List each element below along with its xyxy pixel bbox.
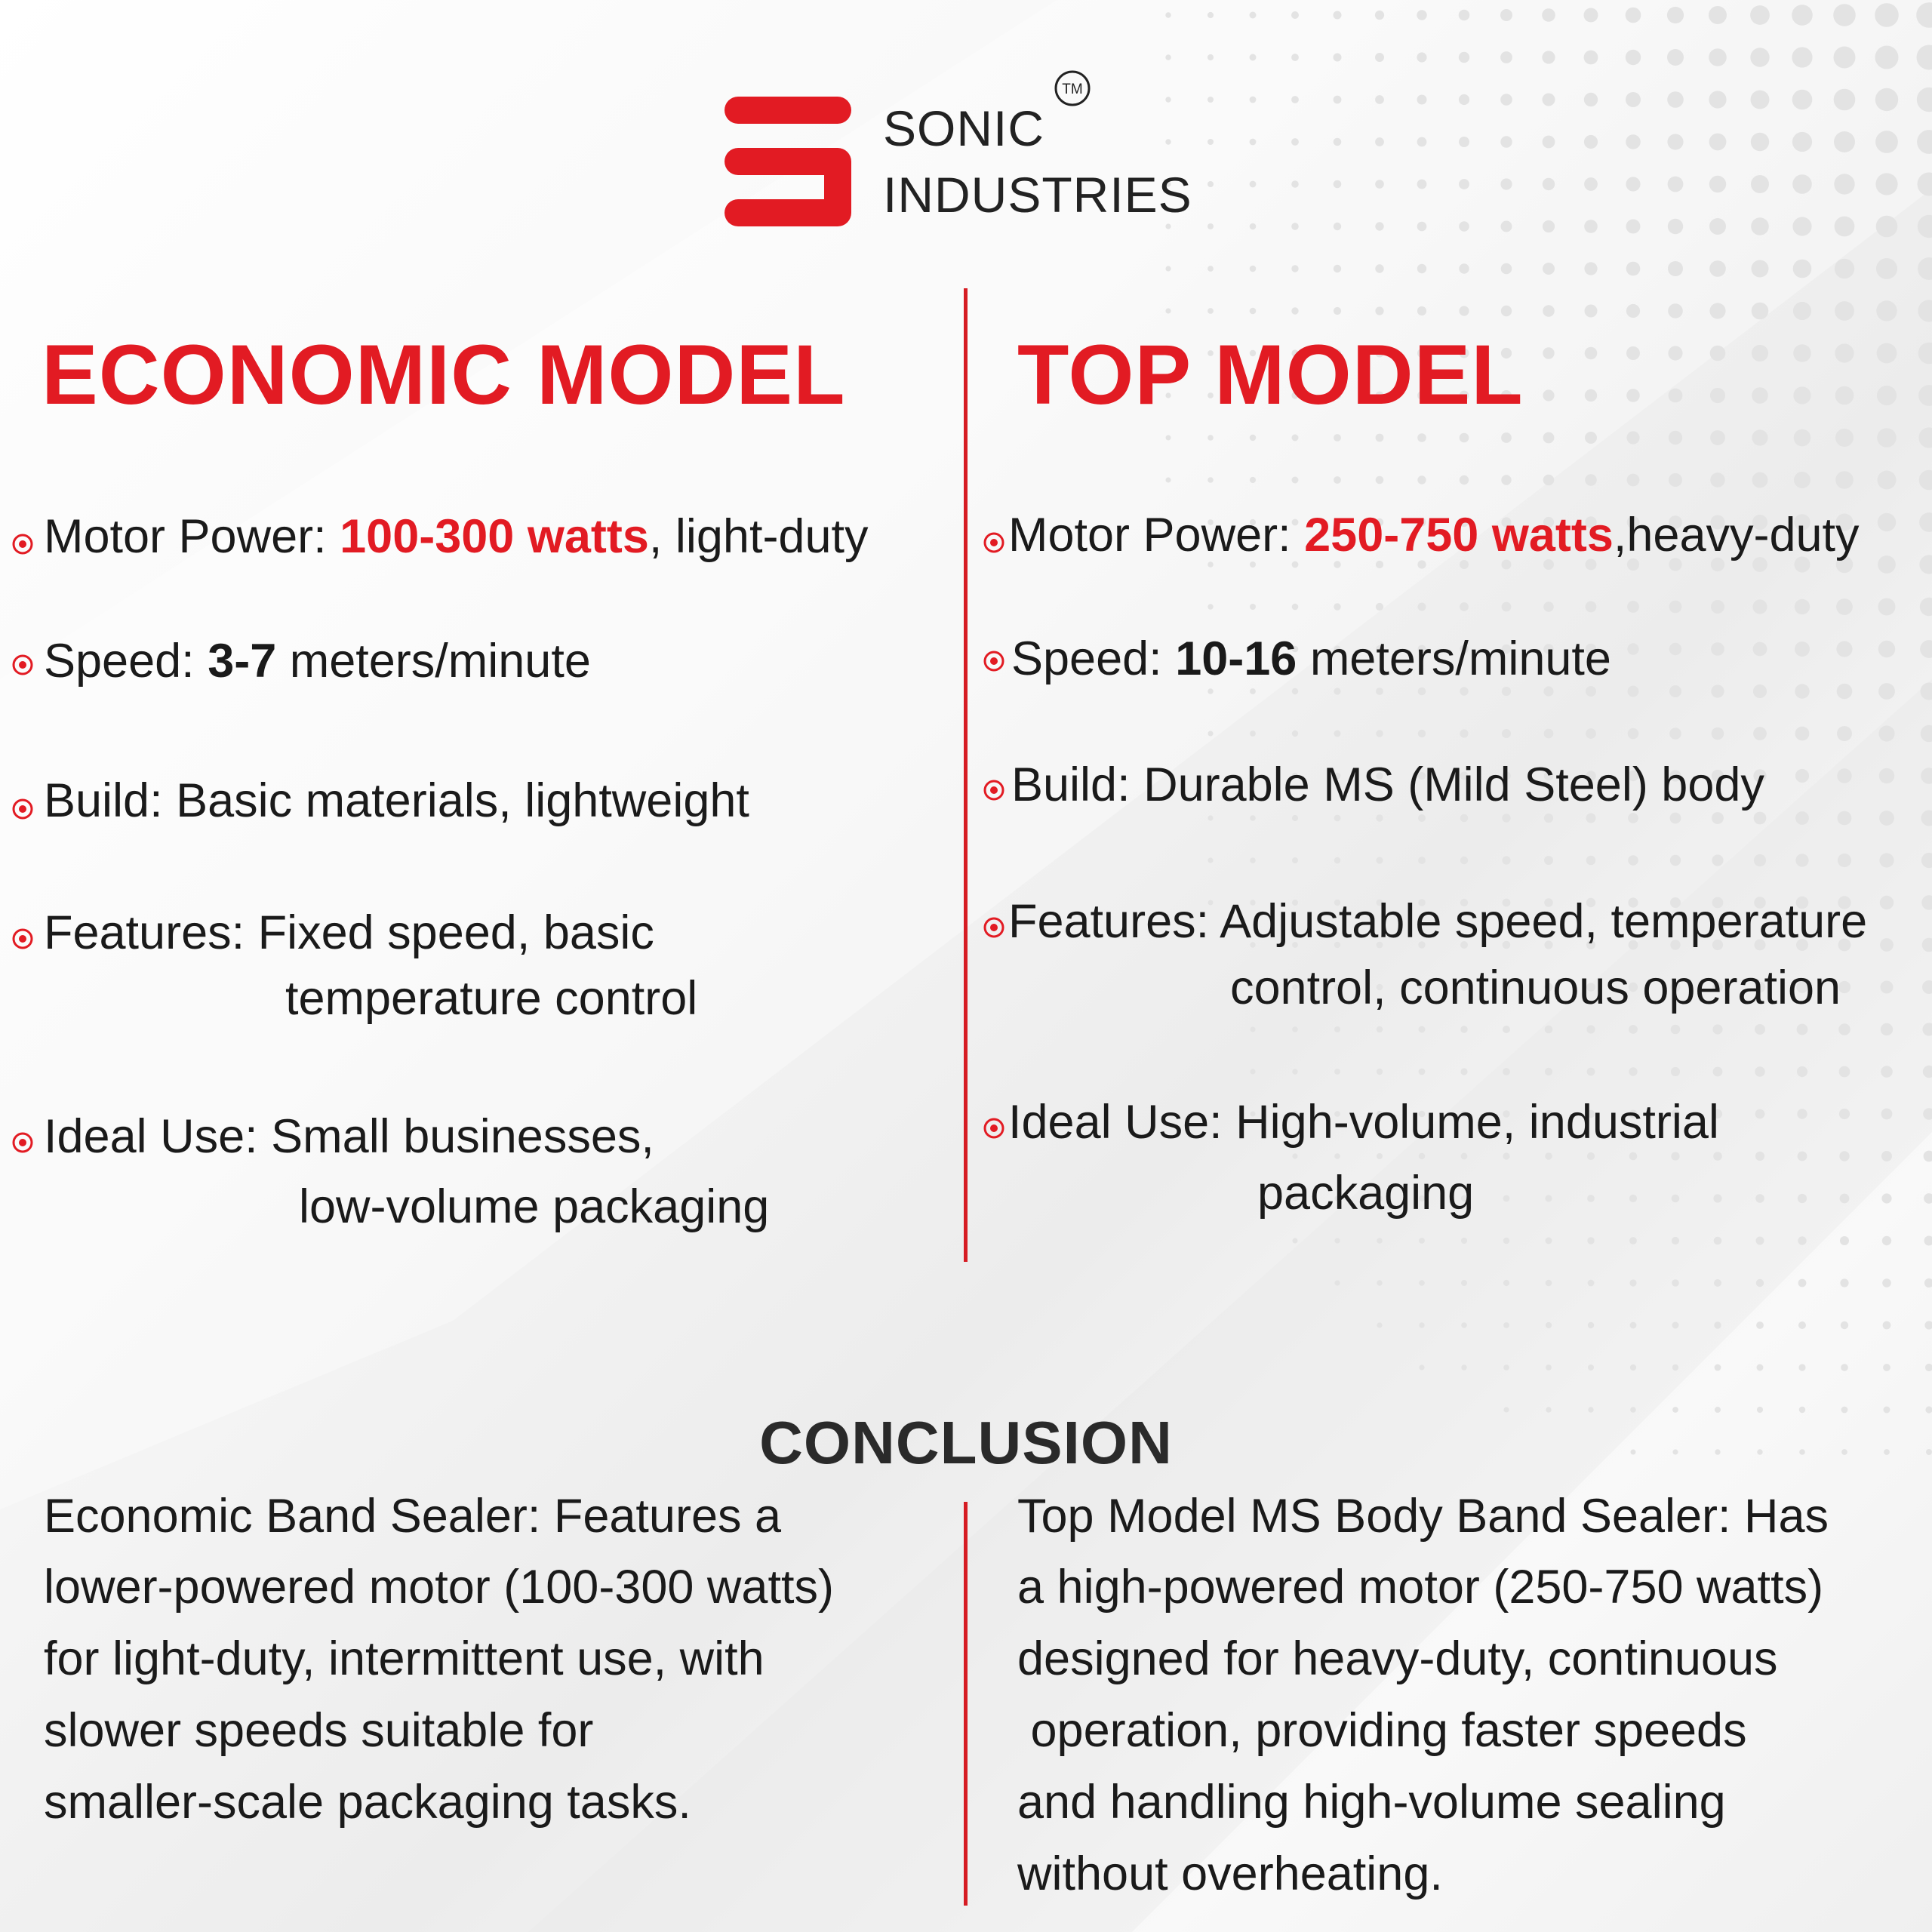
conclusion-left-line: Economic Band Sealer: Features a [44, 1490, 782, 1543]
motor-power-value: 250-750 watts [1304, 509, 1614, 561]
conclusion-right-line: without overheating. [1017, 1847, 1443, 1900]
speed-label: Speed: [44, 635, 208, 688]
conclusion-title: CONCLUSION [759, 1409, 1173, 1476]
trademark-label: TM [1062, 82, 1083, 97]
top-features: Features: Adjustable speed, temperature [1008, 895, 1868, 948]
economic-model-heading: ECONOMIC MODEL [42, 328, 846, 422]
brand-name-line2: INDUSTRIES [883, 167, 1192, 223]
speed-value: 10-16 [1175, 632, 1297, 685]
conclusion-right-line: a high-powered motor (250-750 watts) [1017, 1561, 1824, 1614]
economic-features: Features: Fixed speed, basic [44, 906, 654, 959]
economic-ideal-use: Ideal Use: Small businesses, [44, 1110, 654, 1163]
speed-suffix: meters/minute [1297, 632, 1611, 685]
target-bullet-icon [11, 533, 34, 555]
economic-ideal-use-cont: low-volume packaging [299, 1180, 770, 1233]
top-speed [1011, 632, 1611, 685]
conclusion-left-line: smaller-scale packaging tasks. [44, 1776, 691, 1829]
top-motor-power [1008, 509, 1860, 561]
conclusion-right-line: and handling high-volume sealing [1017, 1776, 1726, 1829]
conclusion-right-line: Top Model MS Body Band Sealer: Has [1017, 1490, 1829, 1543]
speed-label: Speed: [1011, 632, 1176, 685]
top-features-cont: control, continuous operation [1230, 961, 1841, 1014]
top-build: Build: Durable MS (Mild Steel) body [1011, 758, 1764, 811]
economic-speed [44, 635, 591, 688]
top-ideal-use: Ideal Use: High-volume, industrial [1008, 1096, 1719, 1149]
economic-features-cont: temperature control [285, 972, 698, 1025]
column-divider-bottom [964, 1502, 968, 1906]
target-bullet-icon [11, 798, 34, 820]
motor-power-suffix: , light-duty [648, 510, 869, 563]
sonic-logo-icon [724, 97, 854, 226]
target-bullet-icon [983, 1117, 1005, 1140]
conclusion-right-line: operation, providing faster speeds [1017, 1704, 1747, 1757]
motor-power-value: 100-300 watts [340, 510, 649, 563]
target-bullet-icon [11, 654, 34, 676]
trademark-icon [1054, 69, 1091, 107]
economic-motor-power [44, 510, 869, 563]
target-bullet-icon [11, 928, 34, 950]
economic-build: Build: Basic materials, lightweight [44, 774, 749, 827]
top-model-heading: TOP MODEL [1017, 328, 1524, 422]
column-divider-top [964, 288, 968, 1262]
halftone-dots-pattern [1026, 0, 1932, 1509]
top-ideal-use-cont: packaging [1257, 1167, 1475, 1220]
conclusion-left-line: slower speeds suitable for [44, 1704, 594, 1757]
motor-power-label: Motor Power: [44, 510, 340, 563]
target-bullet-icon [983, 531, 1005, 554]
brand-name-line1: SONIC [883, 100, 1045, 156]
target-bullet-icon [11, 1131, 34, 1154]
target-bullet-icon [983, 916, 1005, 939]
conclusion-left-line: lower-powered motor (100-300 watts) [44, 1561, 834, 1614]
conclusion-left-line: for light-duty, intermittent use, with [44, 1632, 764, 1685]
conclusion-right-line: designed for heavy-duty, continuous [1017, 1632, 1778, 1685]
target-bullet-icon [983, 650, 1005, 672]
motor-power-label: Motor Power: [1008, 509, 1305, 561]
target-bullet-icon [983, 779, 1005, 801]
speed-value: 3-7 [208, 635, 277, 688]
motor-power-suffix: ,heavy-duty [1613, 509, 1860, 561]
speed-suffix: meters/minute [276, 635, 591, 688]
